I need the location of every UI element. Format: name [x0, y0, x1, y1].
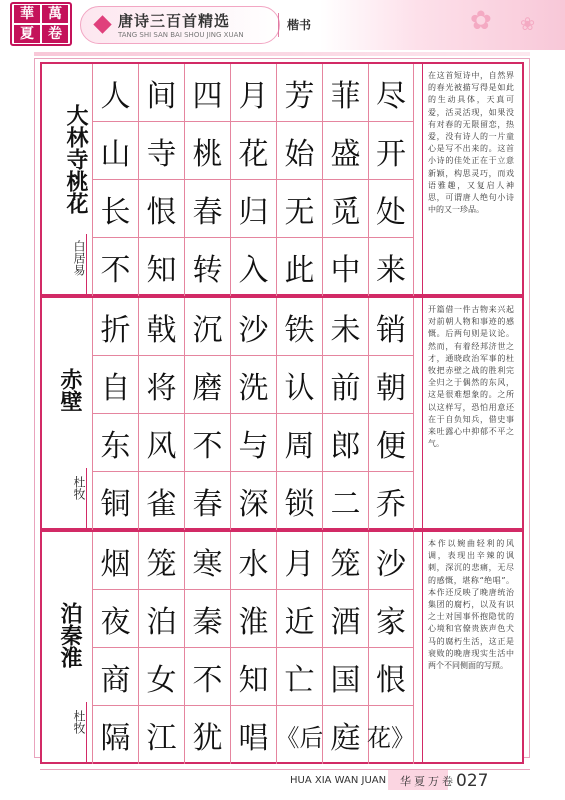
character-grid: [92, 64, 414, 296]
character-cell: 雀: [138, 472, 184, 530]
character-cell: 来: [368, 238, 414, 296]
poem-commentary: 本作以婉曲轻利的风调，表现出辛辣的讽刺，深沉的悲痛，无尽的感慨，堪称“绝唱”。本作还反映了晚唐统治集团的腐朽，以及有识之士对国事怀抱隐忧的心境和官僚贵族声色犬马的腐朽生活，这正是衰败的晚唐现实生活中两个不同侧面的写照。: [428, 539, 514, 671]
character-cell: 沉: [184, 298, 230, 356]
logo-char: 卷: [42, 25, 68, 43]
character-cell: 铜: [92, 472, 138, 530]
poem-commentary: 开篇借一件古物来兴起对前朝人物和事迹的感慨。后两句则是议论。然而，有着经邦济世之才，通晓政治军事的杜牧把赤壁之战的胜利完全归之于偶然的东风，这是很难想象的。之所以这样写，恐怕用意还在于自负知兵，借史事来吐露心中抑郁不平之气。: [428, 305, 514, 449]
book-title: 唐诗三百首精选: [118, 12, 231, 30]
character-cell: 商: [92, 648, 138, 706]
character-cell: 笼: [322, 532, 368, 590]
character-cell: 月: [230, 64, 276, 122]
brand-pinyin: HUA XIA WAN JUAN: [290, 775, 387, 786]
character-cell: 将: [138, 356, 184, 414]
character-cell: 不: [184, 414, 230, 472]
character-cell: 笼: [138, 532, 184, 590]
poem-commentary: 在这首短诗中，自然界的春光被描写得是如此的生动具体，天真可爱，活灵活现，如果没有对春的无限留恋，热爱，没有诗人的一片童心是写不出来的。这首小诗的佳处正在于立意新颖，构思灵巧，而戏语雅趣，又复启人神思，可谓唐人绝句小诗中的又一珍品。: [428, 71, 514, 215]
book-title-pinyin: TANG SHI SAN BAI SHOU JING XUAN: [118, 31, 244, 39]
character-cell: 山: [92, 122, 138, 180]
character-cell: 洗: [230, 356, 276, 414]
page-number: 027: [456, 771, 489, 791]
character-cell: 入: [230, 238, 276, 296]
character-cell: 盛: [322, 122, 368, 180]
character-cell: 秦: [184, 590, 230, 648]
flower-icon: ❀: [520, 14, 536, 35]
poem-author: 杜牧: [72, 476, 86, 500]
character-cell: 月: [276, 532, 322, 590]
poem-block: [40, 62, 524, 296]
character-cell: 国: [322, 648, 368, 706]
character-cell: 泊: [138, 590, 184, 648]
character-cell: 始: [276, 122, 322, 180]
character-cell: 乔: [368, 472, 414, 530]
character-cell: 折: [92, 298, 138, 356]
poem-author: 杜牧: [72, 710, 86, 734]
poem-title: 赤壁: [57, 368, 82, 412]
character-cell: 二: [322, 472, 368, 530]
character-cell: 知: [138, 238, 184, 296]
character-cell: 寺: [138, 122, 184, 180]
character-cell: 无: [276, 180, 322, 238]
logo-char: 萬: [42, 5, 68, 23]
character-cell: 前: [322, 356, 368, 414]
header-divider: [278, 13, 279, 37]
character-cell: 花: [230, 122, 276, 180]
character-cell: 春: [184, 472, 230, 530]
character-cell: 沙: [230, 298, 276, 356]
logo-char: 夏: [14, 25, 40, 43]
character-cell: 东: [92, 414, 138, 472]
character-cell: 夜: [92, 590, 138, 648]
page-header: [0, 0, 565, 50]
character-cell: 周: [276, 414, 322, 472]
character-cell: 锁: [276, 472, 322, 530]
character-cell: 女: [138, 648, 184, 706]
character-cell: 郎: [322, 414, 368, 472]
character-cell: 人: [92, 64, 138, 122]
note-divider: [422, 532, 423, 764]
character-cell: 知: [230, 648, 276, 706]
character-cell: 处: [368, 180, 414, 238]
character-cell: 自: [92, 356, 138, 414]
character-cell: 觅: [322, 180, 368, 238]
character-cell: 酒: [322, 590, 368, 648]
character-cell: 芳: [276, 64, 322, 122]
author-divider: [86, 702, 87, 764]
top-decoration-line: [34, 52, 530, 56]
character-cell: 销: [368, 298, 414, 356]
character-cell: 长: [92, 180, 138, 238]
poem-block: [40, 530, 524, 764]
poem-author: 白居易: [72, 240, 86, 276]
character-cell: 桃: [184, 122, 230, 180]
character-cell: 花》: [368, 706, 414, 764]
character-cell: 戟: [138, 298, 184, 356]
section-label: 楷书: [287, 18, 312, 32]
character-cell: 不: [184, 648, 230, 706]
character-cell: 犹: [184, 706, 230, 764]
character-cell: 朝: [368, 356, 414, 414]
author-divider: [86, 468, 87, 530]
logo-char: 華: [14, 5, 40, 23]
footer-divider: [40, 769, 530, 770]
character-cell: 与: [230, 414, 276, 472]
character-cell: 尽: [368, 64, 414, 122]
character-cell: 铁: [276, 298, 322, 356]
character-cell: 水: [230, 532, 276, 590]
character-cell: 深: [230, 472, 276, 530]
brand-name: 华夏万卷: [400, 775, 456, 788]
character-cell: 江: [138, 706, 184, 764]
character-cell: 隔: [92, 706, 138, 764]
poem-title: 泊秦淮: [57, 602, 82, 668]
character-cell: 未: [322, 298, 368, 356]
character-grid: [92, 298, 414, 530]
poem-title: 大林寺桃花: [63, 104, 88, 214]
character-cell: 亡: [276, 648, 322, 706]
character-cell: 菲: [322, 64, 368, 122]
author-divider: [86, 234, 87, 296]
character-cell: 转: [184, 238, 230, 296]
character-cell: 便: [368, 414, 414, 472]
character-cell: 此: [276, 238, 322, 296]
character-cell: 烟: [92, 532, 138, 590]
character-cell: 春: [184, 180, 230, 238]
character-cell: 不: [92, 238, 138, 296]
character-cell: 淮: [230, 590, 276, 648]
character-cell: 归: [230, 180, 276, 238]
note-divider: [422, 64, 423, 296]
character-cell: 风: [138, 414, 184, 472]
character-cell: 唱: [230, 706, 276, 764]
poem-block: [40, 296, 524, 530]
character-cell: 寒: [184, 532, 230, 590]
character-cell: 认: [276, 356, 322, 414]
character-cell: 中: [322, 238, 368, 296]
character-cell: 近: [276, 590, 322, 648]
flower-icon: ✿: [470, 6, 492, 36]
character-cell: 沙: [368, 532, 414, 590]
note-divider: [422, 298, 423, 530]
character-cell: 庭: [322, 706, 368, 764]
character-cell: 家: [368, 590, 414, 648]
character-cell: 开: [368, 122, 414, 180]
character-cell: 间: [138, 64, 184, 122]
character-cell: 恨: [368, 648, 414, 706]
brand-logo: [10, 2, 72, 46]
page-footer: [0, 762, 565, 800]
character-cell: 四: [184, 64, 230, 122]
character-cell: 《后: [276, 706, 322, 764]
character-cell: 磨: [184, 356, 230, 414]
character-grid: [92, 532, 414, 764]
character-cell: 恨: [138, 180, 184, 238]
